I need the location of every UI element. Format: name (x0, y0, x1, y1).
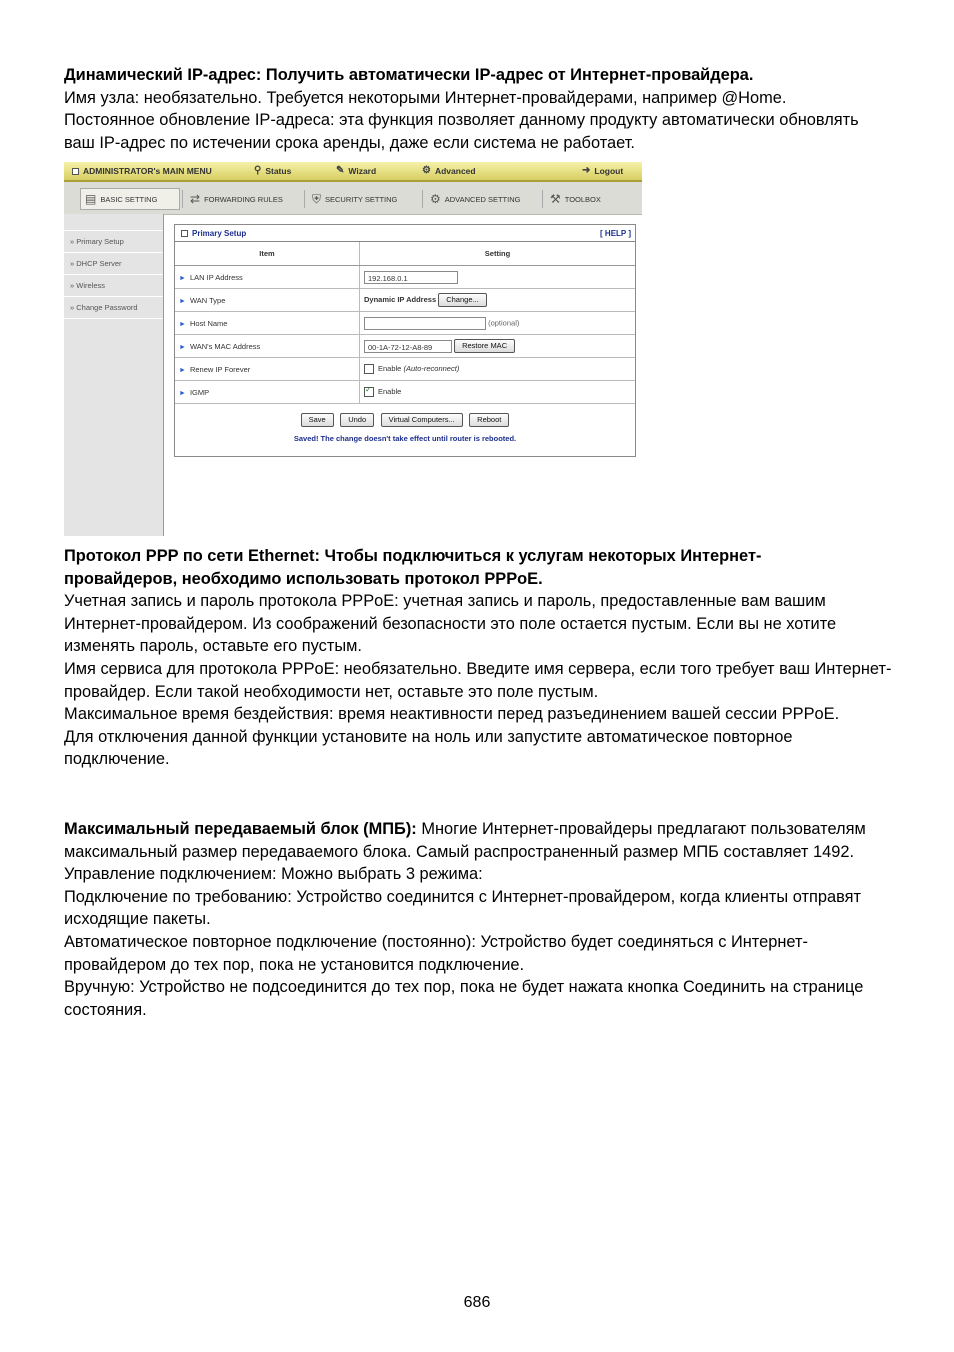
igmp-enable-label: Enable (378, 386, 402, 396)
renew-enable-label: Enable (378, 363, 402, 373)
advanced-icon: ⚙ (422, 165, 431, 176)
paragraph: Постоянное обновление IP-адреса: эта функция позволяет данному продукту автоматически обновлять ваш IP-адрес по истечении срока аренды, даже если система не работает. (64, 111, 859, 152)
intro-text: Многие Интернет-провайдеры предлагают пользователям максимальный размер передаваемого блока. Самый распространенный размер МПБ составляет 1492. (64, 820, 866, 861)
change-button[interactable]: Change... (438, 293, 487, 307)
arrow-right-icon: ► (179, 366, 186, 374)
arrow-right-icon: ► (179, 297, 186, 305)
logout-link[interactable] (582, 166, 623, 176)
tab-label: SECURITY SETTING (325, 194, 398, 204)
tab-label: BASIC SETTING (100, 194, 158, 204)
row-label: ► LAN IP Address (175, 266, 360, 289)
section-heading: Динамический IP-адрес: Получить автоматически IP-адрес от Интернет-провайдера. (64, 66, 754, 84)
paragraph: Имя сервиса для протокола PPPoE: необязательно. Введите имя сервера, если того требует ваш Интернет-провайдер. Если такой необходимости нет, оставьте это поле пустым. (64, 659, 892, 701)
toolbox-icon: ⚒ (550, 192, 561, 206)
panel-header (175, 225, 635, 242)
menu-square-icon (72, 168, 79, 175)
logout-label: Logout (594, 166, 624, 176)
saved-message: Saved! The change doesn't take effect until router is rebooted. (293, 434, 517, 443)
wan-mac-input[interactable]: 00-1A-72-12-A8-89 (364, 340, 452, 353)
wizard-link[interactable] (336, 166, 376, 176)
auto-reconnect-note: (Auto-reconnect) (403, 363, 460, 373)
arrow-right-icon: ► (179, 274, 186, 282)
router-screenshot (64, 162, 642, 536)
undo-button[interactable]: Undo (340, 413, 374, 427)
logout-icon: ➜ (582, 165, 591, 176)
paragraph: Для отключения данной функции установите на ноль или запустите автоматическое повторное подключение. (64, 727, 793, 769)
arrow-right-icon: ► (179, 343, 186, 351)
security-icon: ⛨ (312, 191, 322, 206)
row-label: ► Renew IP Forever (175, 358, 360, 381)
status-label: Status (265, 166, 292, 176)
action-buttons (175, 404, 635, 429)
table-row (175, 358, 635, 381)
restore-mac-button[interactable]: Restore MAC (454, 339, 515, 353)
table-row (175, 381, 635, 404)
reboot-button[interactable]: Reboot (469, 413, 509, 427)
advanced-link[interactable] (422, 166, 476, 176)
sidebar-item-wireless[interactable]: » Wireless (64, 275, 163, 297)
table-row (175, 266, 635, 289)
panel-title-text: Primary Setup (192, 228, 247, 238)
paragraph: Учетная запись и пароль протокола PPPoE: учетная запись и пароль, предоставленные вам вашим Интернет-провайдером. Из соображений безопасности это поле остается пустым. Если вы не хотите изменять пароль, оставьте его пустым. (64, 592, 837, 656)
column-header-item: Item (175, 242, 360, 266)
lan-ip-input[interactable]: 192.168.0.1 (364, 271, 458, 284)
basic-setting-icon: ▤ (85, 192, 97, 206)
section-heading: Протокол PPP по сети Ethernet: Чтобы подключиться к услугам некоторых Интернет-провайдеров, необходимо использовать протокол PPPoE. (64, 547, 762, 588)
paragraph: Управление подключением: Можно выбрать 3 режима: (64, 865, 483, 884)
row-label: ► IGMP (175, 381, 360, 404)
row-label: ► Host Name (175, 312, 360, 335)
tab-label: TOOLBOX (564, 194, 601, 204)
tab-toolbox[interactable] (546, 188, 620, 210)
wan-type-value: Dynamic IP Address (364, 294, 437, 304)
optional-hint: (optional) (488, 317, 520, 327)
paragraph: Имя узла: необязательно. Требуется некоторыми Интернет-провайдерами, например @Home. (64, 88, 787, 107)
panel-title (181, 229, 246, 238)
paragraph: Вручную: Устройство не подсоединится до тех пор, пока не будет нажата кнопка Соединить на странице состояния. (64, 978, 864, 1019)
wizard-label: Wizard (348, 166, 377, 176)
sidebar (64, 214, 164, 536)
tab-label: ADVANCED SETTING (444, 194, 521, 204)
status-icon: ⚲ (254, 165, 262, 176)
paragraph: Автоматическое повторное подключение (постоянно): Устройство будет соединяться с Интернет-провайдером до тех пор, пока не установится подключение. (64, 932, 808, 974)
column-header-setting: Setting (360, 242, 636, 266)
section-dynamic-ip (64, 64, 894, 154)
save-button[interactable]: Save (301, 413, 334, 427)
sidebar-item-change-password[interactable]: » Change Password (64, 297, 163, 319)
table-row (175, 289, 635, 312)
settings-table (175, 242, 635, 404)
paragraph (64, 818, 894, 863)
tab-basic-setting[interactable] (80, 188, 180, 210)
tab-bar (64, 182, 642, 215)
tab-forwarding-rules[interactable] (186, 188, 300, 210)
section-heading: Максимальный передаваемый блок (МПБ): (64, 820, 417, 838)
tab-security-setting[interactable] (308, 188, 418, 210)
section-mtu (64, 818, 894, 1021)
sidebar-item-dhcp-server[interactable]: » DHCP Server (64, 253, 163, 275)
section-pppoe (64, 545, 894, 771)
renew-checkbox[interactable] (364, 364, 374, 374)
top-menu-bar (64, 162, 642, 182)
arrow-right-icon: ► (179, 389, 186, 397)
status-link[interactable] (254, 166, 291, 176)
sidebar-item-primary-setup[interactable]: » Primary Setup (64, 230, 163, 253)
tab-label: FORWARDING RULES (204, 194, 283, 204)
row-label: ► WAN Type (175, 289, 360, 312)
forwarding-icon: ⇄ (190, 192, 201, 206)
igmp-checkbox[interactable] (364, 387, 374, 397)
virtual-computers-button[interactable]: Virtual Computers... (381, 413, 463, 427)
wizard-icon: ✎ (336, 165, 345, 176)
row-label: ► WAN's MAC Address (175, 335, 360, 358)
main-menu-link[interactable] (72, 166, 212, 176)
paragraph: Подключение по требованию: Устройство соединится с Интернет-провайдером, когда клиенты отправят исходящие пакеты. (64, 887, 861, 929)
table-row (175, 312, 635, 335)
host-name-input[interactable] (364, 317, 486, 330)
table-row (175, 335, 635, 358)
advanced-setting-icon: ⚙ (430, 192, 441, 206)
primary-setup-panel (174, 224, 636, 457)
tab-advanced-setting[interactable] (426, 188, 542, 210)
paragraph: Максимальное время бездействия: время неактивности перед разъединением вашей сессии PPPoE. (64, 705, 840, 724)
help-link[interactable]: [ HELP ] (600, 228, 631, 238)
main-menu-label: ADMINISTRATOR's MAIN MENU (83, 166, 212, 176)
page-number: 686 (463, 1294, 491, 1311)
panel-square-icon (181, 230, 188, 237)
arrow-right-icon: ► (179, 320, 186, 328)
advanced-label: Advanced (434, 166, 476, 176)
